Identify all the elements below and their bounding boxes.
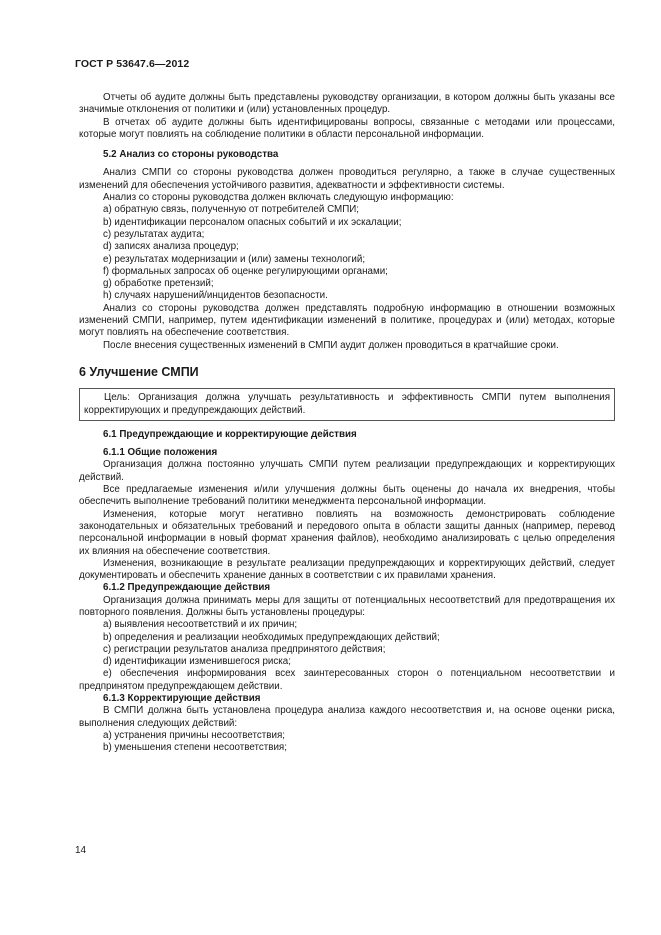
list-item: b) определения и реализации необходимых предупреждающих действий;	[103, 631, 440, 643]
document-header: ГОСТ Р 53647.6—2012	[75, 58, 190, 70]
list-item: d) записях анализа процедур;	[103, 241, 239, 253]
section-heading-6-1-3: 6.1.3 Корректирующие действия	[103, 693, 261, 705]
section-heading-6-1-1: 6.1.1 Общие положения	[103, 447, 218, 459]
list-item: e) обеспечения информирования всех заинтересованных сторон о потенциальном несоответствии и предпринятом предупреждающем действии.	[79, 668, 615, 692]
goal-box	[79, 388, 615, 421]
paragraph: Все предлагаемые изменения и/или улучшения должны быть оценены до начала их внедрения, чтобы обеспечить выполнение требований политики менеджмента персональной информации.	[79, 484, 615, 508]
paragraph: Организация должна принимать меры для защиты от потенциальных несоответствий для предотвращения их повторного появления. Должны быть установлены процедуры:	[79, 594, 615, 618]
list-item: a) выявления несоответствий и их причин;	[103, 619, 298, 631]
list-item: e) результатах модернизации и (или) замены технологий;	[103, 253, 366, 265]
document-body	[79, 92, 615, 755]
paragraph: Анализ со стороны руководства должен включать следующую информацию:	[103, 192, 454, 204]
list-item: c) результатах аудита;	[103, 228, 205, 240]
list-item: a) обратную связь, полученную от потребителей СМПИ;	[103, 204, 360, 216]
section-heading-6-1: 6.1 Предупреждающие и корректирующие действия	[103, 428, 357, 440]
section-heading-6-1-2: 6.1.2 Предупреждающие действия	[103, 582, 271, 594]
paragraph: Анализ со стороны руководства должен представлять подробную информацию в отношении возможных изменений СМПИ, например, путем идентификации изменений в политике, процедурах и (или) методах, которые могут повлиять на обеспечение соответствия.	[79, 302, 615, 339]
list-item: b) уменьшения степени несоответствия;	[103, 742, 287, 754]
goal-text: Цель: Организация должна улучшать результативность и эффективность СМПИ путем выполнения корректирующих и предупреждающих действий.	[84, 392, 610, 416]
list-item: g) обработке претензий;	[103, 278, 214, 290]
list-item: c) регистрации результатов анализа предпринятого действия;	[103, 643, 386, 655]
paragraph: Изменения, которые могут негативно повлиять на возможность демонстрировать соблюдение законодательных и обязательных требований и передового опыта в области защиты данных (например, перевод персональной информации в новый формат хранения файлов), необходимо анализировать с целью определения их влияния на обеспечение соответствия.	[79, 508, 615, 557]
paragraph: Изменения, возникающие в результате реализации предупреждающих и корректирующих действий, следует документировать и обеспечить хранение данных в соответствии с их правилами хранения.	[79, 557, 615, 582]
paragraph: Анализ СМПИ со стороны руководства должен проводиться регулярно, а также в случае существенных изменений для обеспечения устойчивого развития, адекватности и эффективности системы.	[79, 167, 615, 191]
section-heading-5-2: 5.2 Анализ со стороны руководства	[103, 149, 279, 161]
section-heading-6: 6 Улучшение СМПИ	[79, 364, 199, 379]
paragraph: Отчеты об аудите должны быть представлены руководству организации, в котором должны быть указаны все значимые отклонения от политики и (или) установленных процедур.	[79, 92, 615, 116]
list-item: b) идентификации персоналом опасных событий и их эскалации;	[103, 216, 402, 228]
page-number: 14	[75, 845, 87, 856]
list-item: f) формальных запросах об оценке регулирующими органами;	[103, 265, 388, 277]
list-item: a) устранения причины несоответствия;	[103, 729, 285, 741]
list-item: d) идентификации изменившегося риска;	[103, 656, 291, 668]
list-item: h) случаях нарушений/инцидентов безопасности.	[103, 290, 328, 302]
paragraph: В отчетах об аудите должны быть идентифицированы вопросы, связанные с методами или процессами, которые могут повлиять на соблюдение политики в области персональной информации.	[79, 116, 615, 140]
paragraph: В СМПИ должна быть установлена процедура анализа каждого несоответствия и, на основе оценки риска, выполнения следующих действий:	[79, 705, 615, 729]
paragraph: После внесения существенных изменений в СМПИ аудит должен проводиться в кратчайшие сроки.	[103, 339, 559, 351]
paragraph: Организация должна постоянно улучшать СМПИ путем реализации предупреждающих и корректирующих действий.	[79, 459, 615, 483]
